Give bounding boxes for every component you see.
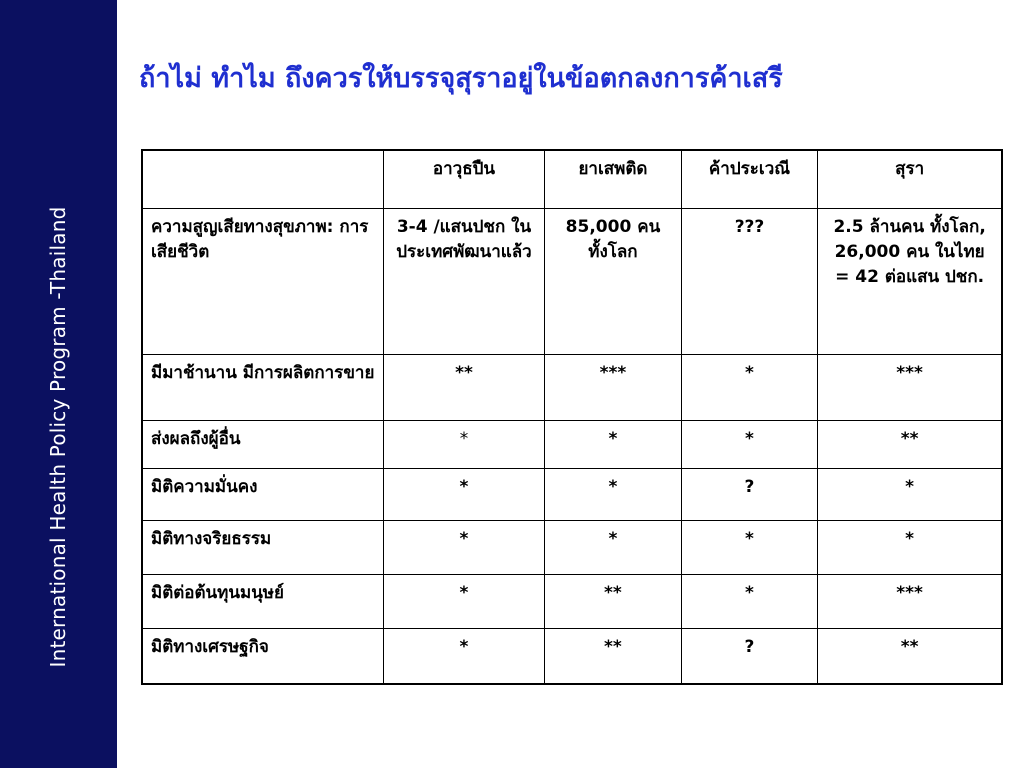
table-cell: ? bbox=[681, 628, 818, 684]
table-header-row bbox=[142, 150, 1002, 208]
table-row bbox=[142, 208, 1002, 354]
table-cell: * bbox=[681, 574, 818, 628]
table-cell: 85,000 คน ทั้งโลก bbox=[545, 208, 682, 354]
table-row bbox=[142, 574, 1002, 628]
row-label: ส่งผลถึงผู้อื่น bbox=[142, 420, 383, 468]
table-cell: * bbox=[818, 468, 1002, 520]
table-cell: 3-4 /แสนปชก ในประเทศพัฒนาแล้ว bbox=[383, 208, 544, 354]
header-prostitution: ค้าประเวณี bbox=[681, 150, 818, 208]
table-row bbox=[142, 420, 1002, 468]
table-cell: ** bbox=[383, 354, 544, 420]
row-label: ความสูญเสียทางสุขภาพ: การเสียชีวิต bbox=[142, 208, 383, 354]
table-cell: * bbox=[383, 628, 544, 684]
slide-title: ถ้าไม่ ทำไม ถึงควรให้บรรจุสุราอยู่ในข้อตกลงการค้าเสรี bbox=[139, 63, 783, 94]
table-cell: * bbox=[681, 354, 818, 420]
table-cell: *** bbox=[818, 354, 1002, 420]
table-row bbox=[142, 354, 1002, 420]
table-cell: ** bbox=[545, 628, 682, 684]
row-label: มิติทางจริยธรรม bbox=[142, 520, 383, 574]
table-cell: *** bbox=[818, 574, 1002, 628]
table-cell: ** bbox=[545, 574, 682, 628]
row-label: มีมาช้านาน มีการผลิตการขาย bbox=[142, 354, 383, 420]
table-cell: * bbox=[383, 468, 544, 520]
comparison-table bbox=[141, 149, 1003, 685]
table-cell: ** bbox=[818, 628, 1002, 684]
row-label: มิติทางเศรษฐกิจ bbox=[142, 628, 383, 684]
header-firearms: อาวุธปืน bbox=[383, 150, 544, 208]
table-row bbox=[142, 520, 1002, 574]
table-cell: * bbox=[383, 420, 544, 468]
table-cell: * bbox=[545, 468, 682, 520]
table-row bbox=[142, 468, 1002, 520]
table-cell: ??? bbox=[681, 208, 818, 354]
table-row bbox=[142, 628, 1002, 684]
table-cell: ? bbox=[681, 468, 818, 520]
header-empty bbox=[142, 150, 383, 208]
table-cell: * bbox=[818, 520, 1002, 574]
row-label: มิติต่อต้นทุนมนุษย์ bbox=[142, 574, 383, 628]
table-cell: * bbox=[681, 520, 818, 574]
table-cell: * bbox=[383, 520, 544, 574]
table-cell: *** bbox=[545, 354, 682, 420]
table-cell: * bbox=[545, 520, 682, 574]
header-alcohol: สุรา bbox=[818, 150, 1002, 208]
sidebar-band bbox=[0, 0, 117, 768]
header-narcotics: ยาเสพติด bbox=[545, 150, 682, 208]
row-label: มิติความมั่นคง bbox=[142, 468, 383, 520]
sidebar-program-name: International Health Policy Program -Thailand bbox=[46, 206, 70, 668]
table-cell: * bbox=[383, 574, 544, 628]
table-cell: ** bbox=[818, 420, 1002, 468]
table-cell: * bbox=[545, 420, 682, 468]
table-cell: 2.5 ล้านคน ทั้งโลก, 26,000 คน ในไทย = 42 ต่อแสน ปชก. bbox=[818, 208, 1002, 354]
table-cell: * bbox=[681, 420, 818, 468]
